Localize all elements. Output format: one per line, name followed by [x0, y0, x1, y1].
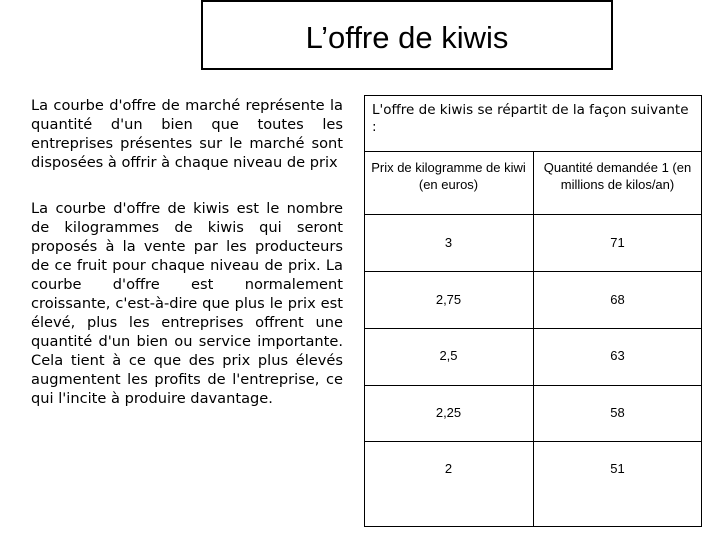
table-cell-quantity: 63	[610, 348, 625, 363]
table-cell-price: 2,75	[435, 292, 462, 307]
table-header-quantity: Quantité demandée 1 (en millions de kilos/an)	[543, 160, 692, 192]
table-cell-quantity: 51	[610, 461, 625, 476]
table-cell-price: 2,25	[435, 405, 462, 420]
table-cell-quantity: 68	[610, 292, 625, 307]
table-cell-price: 2,5	[439, 348, 458, 363]
table-cell-price: 3	[444, 235, 453, 250]
table-cell-quantity: 58	[610, 405, 625, 420]
paragraph-kiwi-supply: La courbe d'offre de kiwis est le nombre de kilogrammes de kiwis qui seront proposés à la vente par les producteurs de ce fruit pour chaque niveau de prix. La courbe d'offre est normalement croissante, c'est-à-dire que plus le prix est élevé, plus les entreprises offrent une quantité d'un bien ou service importante. Cela tient à ce que des prix plus élevés augmentent les profits de l'entreprise, ce qui l'incite à produire davantage.	[31, 200, 343, 407]
paragraph-definition: La courbe d'offre de marché représente la quantité d'un bien que toutes les entreprises présentes sur le marché sont disposées à offrir à chaque niveau de prix	[31, 97, 343, 171]
page-title: L’offre de kiwis	[305, 20, 509, 55]
title-box	[201, 0, 613, 70]
table-cell-price: 2	[444, 461, 453, 476]
table-header-price: Prix de kilogramme de kiwi (en euros)	[371, 160, 526, 192]
table-intro: L'offre de kiwis se répartit de la façon suivante :	[372, 102, 689, 135]
table-cell-quantity: 71	[610, 235, 625, 250]
